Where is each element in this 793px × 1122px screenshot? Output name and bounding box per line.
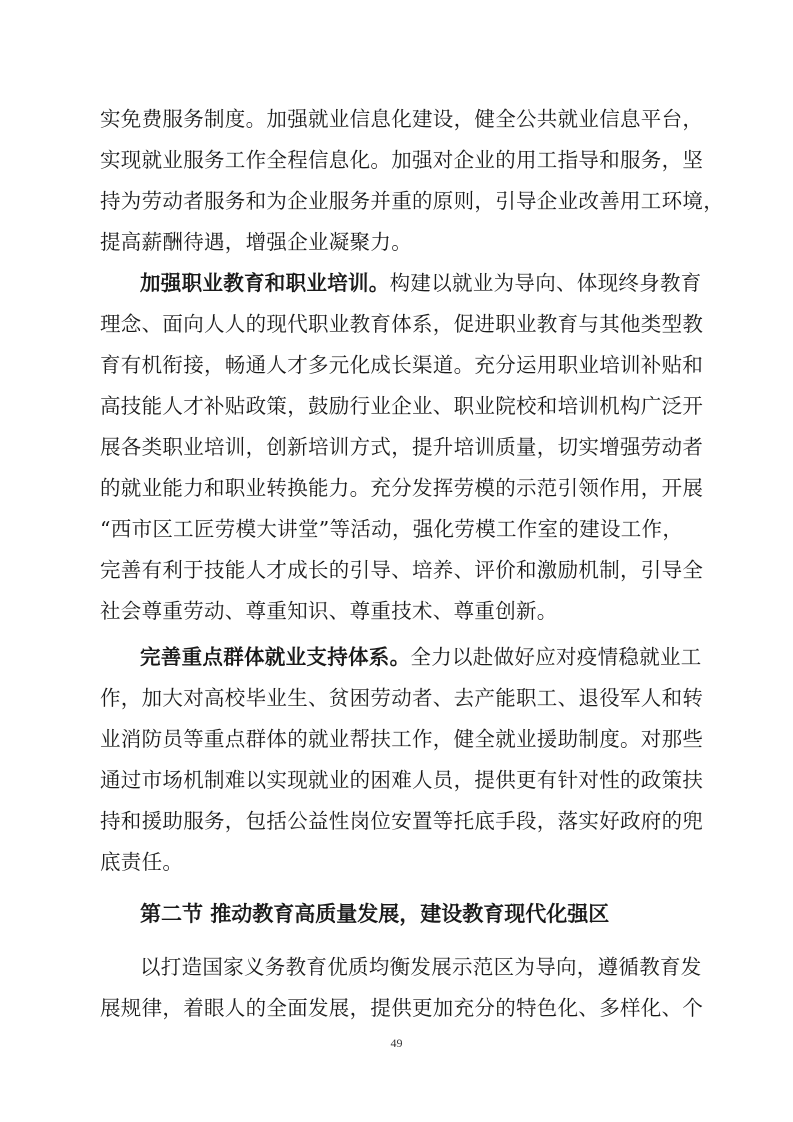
paragraph-3-line-5: 持和援助服务，包括公益性岗位安置等托底手段，落实好政府的兜 bbox=[100, 809, 704, 833]
paragraph-1-line-1: 实免费服务制度。加强就业信息化建设，健全公共就业信息平台， bbox=[100, 107, 704, 131]
paragraph-3-line-3: 业消防员等重点群体的就业帮扶工作，健全就业援助制度。对那些 bbox=[100, 727, 704, 751]
paragraph-3-heading: 完善重点群体就业支持体系。 bbox=[140, 645, 411, 669]
paragraph-3-line-2: 作，加大对高校毕业生、贫困劳动者、去产能职工、退役军人和转 bbox=[100, 686, 704, 710]
paragraph-3-line-6: 底责任。 bbox=[100, 850, 184, 874]
paragraph-1-line-3: 持为劳动者服务和为企业服务并重的原则，引导企业改善用工环境， bbox=[100, 189, 724, 213]
paragraph-3-first-line-text: 全力以赴做好应对疫情稳就业工 bbox=[410, 645, 702, 669]
paragraph-2-line-2: 理念、面向人人的现代职业教育体系，促进职业教育与其他类型教 bbox=[100, 312, 704, 336]
paragraph-2-line-5: 展各类职业培训，创新培训方式，提升培训质量，切实增强劳动者 bbox=[100, 435, 704, 459]
paragraph-2-first-line-text: 构建以就业为导向、体现终身教育 bbox=[389, 271, 702, 295]
paragraph-1-line-2: 实现就业服务工作全程信息化。加强对企业的用工指导和服务，坚 bbox=[100, 148, 704, 172]
paragraph-4-line-1: 以打造国家义务教育优质均衡发展示范区为导向，遵循教育发 bbox=[140, 955, 702, 979]
paragraph-2-line-7: “西市区工匠劳模大讲堂”等活动，强化劳模工作室的建设工作， bbox=[100, 517, 684, 541]
paragraph-3-line-1 bbox=[140, 642, 702, 672]
paragraph-2-line-6: 的就业能力和职业转换能力。充分发挥劳模的示范引领作用，开展 bbox=[100, 476, 704, 500]
paragraph-1-line-4: 提高薪酬待遇，增强企业凝聚力。 bbox=[100, 230, 412, 254]
paragraph-2-line-3: 育有机衔接，畅通人才多元化成长渠道。充分运用职业培训补贴和 bbox=[100, 353, 704, 377]
page-number: 49 bbox=[390, 1036, 403, 1050]
paragraph-3-line-4: 通过市场机制难以实现就业的困难人员，提供更有针对性的政策扶 bbox=[100, 768, 704, 792]
paragraph-2-line-8: 完善有利于技能人才成长的引导、培养、评价和激励机制，引导全 bbox=[100, 558, 704, 582]
paragraph-2-heading: 加强职业教育和职业培训。 bbox=[140, 271, 390, 295]
paragraph-4-line-2: 展规律，着眼人的全面发展，提供更加充分的特色化、多样化、个 bbox=[100, 996, 704, 1020]
section-heading: 第二节 推动教育高质量发展，建设教育现代化强区 bbox=[140, 901, 610, 926]
paragraph-2-line-1 bbox=[140, 268, 702, 298]
paragraph-2-line-9: 社会尊重劳动、尊重知识、尊重技术、尊重创新。 bbox=[100, 599, 558, 623]
paragraph-2-line-4: 高技能人才补贴政策，鼓励行业企业、职业院校和培训机构广泛开 bbox=[100, 394, 704, 418]
